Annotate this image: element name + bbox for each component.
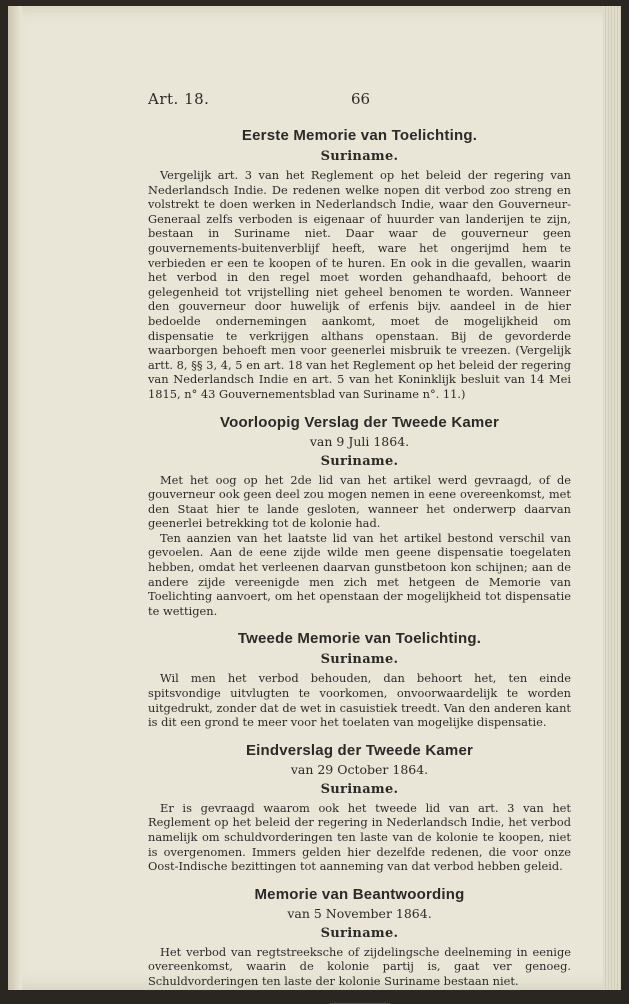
paragraph: Er is gevraagd waarom ook het tweede lid van art. 3 van het Reglement op het beleid der regering in Nederlandsch Indie, het verbod namelijk om schuldvorderingen ten laste van de kolonie te koopen, niet is overgenomen. Immers gelden hier dezelfde redenen, die voor onze Oost-Indische bezittingen tot aanneming van dat verbod hebben geleid. [148,800,571,874]
closing-rule [330,1003,390,1004]
section-subtitle: Suriname. [320,925,399,941]
book-page [8,6,621,990]
paragraph: Het verbod van regtstreeksche of zijdelingsche deelneming in eenige overeenkomst, waarin de kolonie partij is, gaat ver genoeg. Schuldvorderingen ten laste der kolonie Suriname bestaan niet. [148,944,571,988]
section-title: Tweede Memorie van Toelichting. [237,630,482,648]
section-memorie-beantwoording [148,886,571,989]
article-reference: Art. 18. [148,90,210,108]
page-content [148,90,571,1004]
paragraph: Met het oog op het 2de lid van het artikel werd gevraagd, of de gouverneur ook geen deel zou mogen nemen in eene overeenkomst, met den Staat hier te lande gesloten, wanneer het onderwerp daarvan geenerlei betrekking tot de kolonie had. [148,472,571,531]
paragraph: Vergelijk art. 3 van het Reglement op het beleid der regering van Nederlandsch Indie. De redenen welke nopen dit verbod zoo streng en volstrekt te doen werken in Nederlandsch Indie, waar den Gouverneur-Generaal zelfs verboden is eigenaar of huurder van landerijen te zijn, bestaan in Suriname niet. Daar waar de gouverneur geen gouvernements-buitenverblijf heeft, ware het ongerijmd hem te verbieden er een te koopen of te huren. En ook in die gevallen, waarin het verbod in den regel moet worden gehandhaafd, behoort de gelegenheid tot vrijstelling niet geheel benomen te worden. Wanneer den gouverneur door huwelijk of erfenis bijv. aandeel in de hier bedoelde ondernemingen aankomt, moet de mogelijkheid om dispensatie te verkrijgen althans openstaan. Bij de gevorderde waarborgen behoeft men voor geenerlei misbruik te vreezen. (Vergelijk artt. 8, §§ 3, 4, 5 en art. 18 van het Reglement op het beleid der regering van Nederlandsch Indie en art. 5 van het Koninklijk besluit van 14 Mei 1815, n° 43 Gouvernementsblad van Suriname n°. 11.) [148,168,571,401]
section-title: Eerste Memorie van Toelichting. [241,127,478,144]
section-tweede-memorie [148,630,571,729]
section-title: Eindverslag der Tweede Kamer [245,741,474,759]
section-date: van 29 October 1864. [290,761,429,777]
section-subtitle: Suriname. [320,652,399,668]
paragraph: Ten aanzien van het laatste lid van het artikel bestond verschil van gevoelen. Aan de eene zijde wilde men geene dispensatie toegelaten hebben, omdat het verleenen daarvan gunstbetoon kon schijnen; aan de andere zijde vereenigde men zich met hetgeen de Memorie van Toelichting aanvoert, om het openstaan der mogelijkheid tot dispensatie te wettigen. [148,530,571,618]
paragraph: Wil men het verbod behouden, dan behoort het, ten einde spitsvondige uitvlugten te voorkomen, onvoorwaardelijk te worden uitgedrukt, zonder dat de wet in casuistiek treedt. Van den anderen kant is dit een grond te meer voor het toelaten van mogelijke dispensatie. [148,671,571,730]
page-gutter [8,6,22,990]
section-subtitle: Suriname. [320,453,399,469]
section-title: Memorie van Beantwoording [254,885,465,903]
running-header [148,90,571,114]
section-eerste-memorie [148,127,571,402]
section-voorloopig-verslag [148,414,571,619]
section-subtitle: Suriname. [320,149,399,164]
section-title: Voorloopig Verslag der Tweede Kamer [219,413,500,431]
page-number: 66 [351,90,371,108]
section-date: van 9 Juli 1864. [309,433,410,449]
section-date: van 5 November 1864. [287,905,432,921]
page-edge [603,6,621,990]
section-subtitle: Suriname. [320,781,399,797]
section-eindverslag [148,742,571,874]
